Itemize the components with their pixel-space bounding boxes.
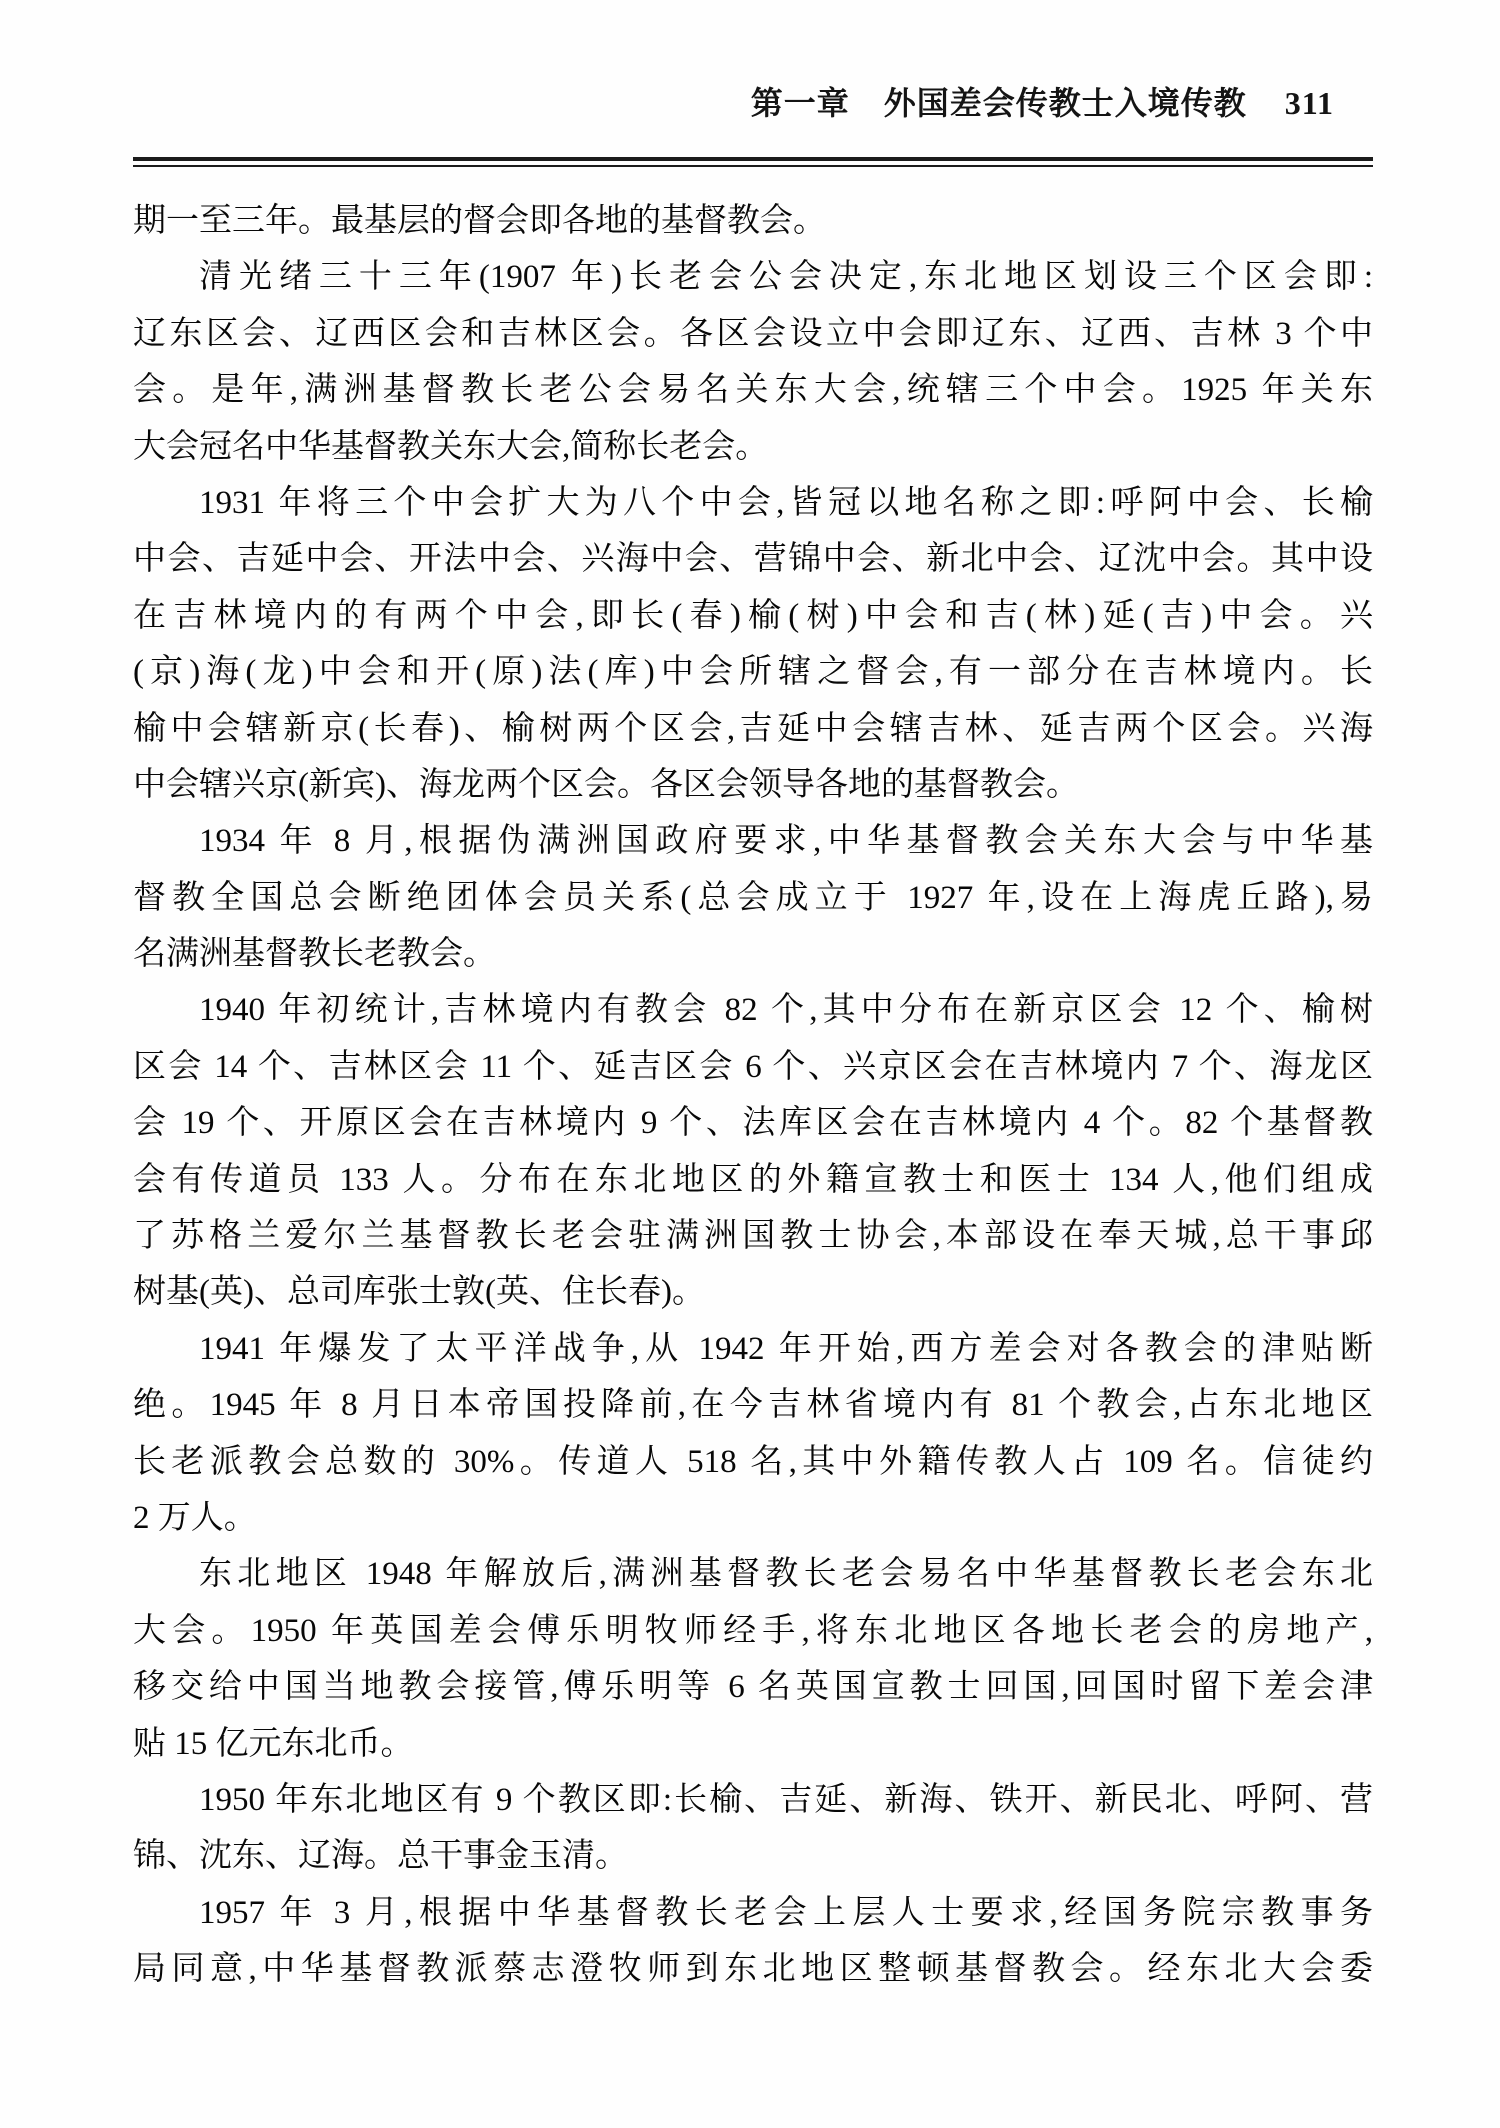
text-line: 清光绪三十三年(1907 年)长老会公会决定,东北地区划设三个区会即: bbox=[199, 259, 1373, 296]
text-line: 在吉林境内的有两个中会,即长(春)榆(树)中会和吉(林)延(吉)中会。兴 bbox=[133, 597, 1373, 634]
text-line: 区会 14 个、吉林区会 11 个、延吉区会 6 个、兴京区会在吉林境内 7 个、海龙区 bbox=[133, 1048, 1373, 1085]
text-line: 东北地区 1948 年解放后,满洲基督教长老会易名中华基督教长老会东北 bbox=[199, 1556, 1373, 1593]
header-page-number: 311 bbox=[1284, 85, 1334, 121]
text-line: 锦、沈东、辽海。总干事金玉清。 bbox=[133, 1838, 628, 1875]
text-line: 1941 年爆发了太平洋战争,从 1942 年开始,西方差会对各教会的津贴断 bbox=[199, 1330, 1373, 1367]
text-line: 1934 年 8 月,根据伪满洲国政府要求,中华基督教会关东大会与中华基 bbox=[199, 823, 1373, 860]
text-line: 了苏格兰爱尔兰基督教长老会驻满洲国教士协会,本部设在奉天城,总干事邱 bbox=[133, 1218, 1373, 1255]
text-line: 中会、吉延中会、开法中会、兴海中会、营锦中会、新北中会、辽沈中会。其中设 bbox=[133, 541, 1373, 578]
text-line: 1940 年初统计,吉林境内有教会 82 个,其中分布在新京区会 12 个、榆树 bbox=[199, 992, 1373, 1029]
text-line: 期一至三年。最基层的督会即各地的基督教会。 bbox=[133, 203, 826, 239]
header-chapter-label: 第一章 bbox=[750, 85, 850, 121]
text-line: 大会。1950 年英国差会傅乐明牧师经手,将东北地区各地长老会的房地产, bbox=[133, 1612, 1373, 1649]
page-body bbox=[133, 193, 1373, 1998]
text-line: 长老派教会总数的 30%。传道人 518 名,其中外籍传教人占 109 名。信徒约 bbox=[133, 1443, 1373, 1480]
text-line: 中会辖兴京(新宾)、海龙两个区会。各区会领导各地的基督教会。 bbox=[133, 766, 1079, 803]
text-line: 辽东区会、辽西区会和吉林区会。各区会设立中会即辽东、辽西、吉林 3 个中 bbox=[133, 315, 1373, 352]
text-line: 名满洲基督教长老教会。 bbox=[133, 936, 496, 973]
text-line: 会。是年,满洲基督教长老公会易名关东大会,统辖三个中会。1925 年关东 bbox=[133, 372, 1373, 409]
header-divider-rule bbox=[133, 157, 1373, 167]
text-line: 绝。1945 年 8 月日本帝国投降前,在今吉林省境内有 81 个教会,占东北地区 bbox=[133, 1387, 1373, 1424]
text-line: 局同意,中华基督教派蔡志澄牧师到东北地区整顿基督教会。经东北大会委 bbox=[133, 1951, 1373, 1988]
text-line: (京)海(龙)中会和开(原)法(库)中会所辖之督会,有一部分在吉林境内。长 bbox=[133, 654, 1373, 691]
text-line: 大会冠名中华基督教关东大会,简称长老会。 bbox=[133, 428, 769, 465]
text-line: 榆中会辖新京(长春)、榆树两个区会,吉延中会辖吉林、延吉两个区会。兴海 bbox=[133, 710, 1373, 747]
text-line: 会有传道员 133 人。分布在东北地区的外籍宣教士和医士 134 人,他们组成 bbox=[133, 1161, 1373, 1198]
text-line: 2 万人。 bbox=[133, 1499, 257, 1536]
text-line: 会 19 个、开原区会在吉林境内 9 个、法库区会在吉林境内 4 个。82 个基督教 bbox=[133, 1105, 1373, 1142]
text-line: 督教全国总会断绝团体会员关系(总会成立于 1927 年,设在上海虎丘路),易 bbox=[133, 879, 1373, 916]
text-line: 移交给中国当地教会接管,傅乐明等 6 名英国宣教士回国,回国时留下差会津 bbox=[133, 1669, 1373, 1706]
text-line: 1950 年东北地区有 9 个教区即:长榆、吉延、新海、铁开、新民北、呼阿、营 bbox=[199, 1781, 1373, 1818]
text-line: 贴 15 亿元东北币。 bbox=[133, 1725, 414, 1762]
header-running-title: 外国差会传教士入境传教 bbox=[883, 85, 1247, 121]
text-line: 树基(英)、总司库张士敦(英、住长春)。 bbox=[133, 1274, 705, 1311]
page-header bbox=[751, 84, 1334, 122]
text-line: 1957 年 3 月,根据中华基督教长老会上层人士要求,经国务院宗教事务 bbox=[199, 1894, 1373, 1931]
text-line: 1931 年将三个中会扩大为八个中会,皆冠以地名称之即:呼阿中会、长榆 bbox=[199, 484, 1373, 521]
